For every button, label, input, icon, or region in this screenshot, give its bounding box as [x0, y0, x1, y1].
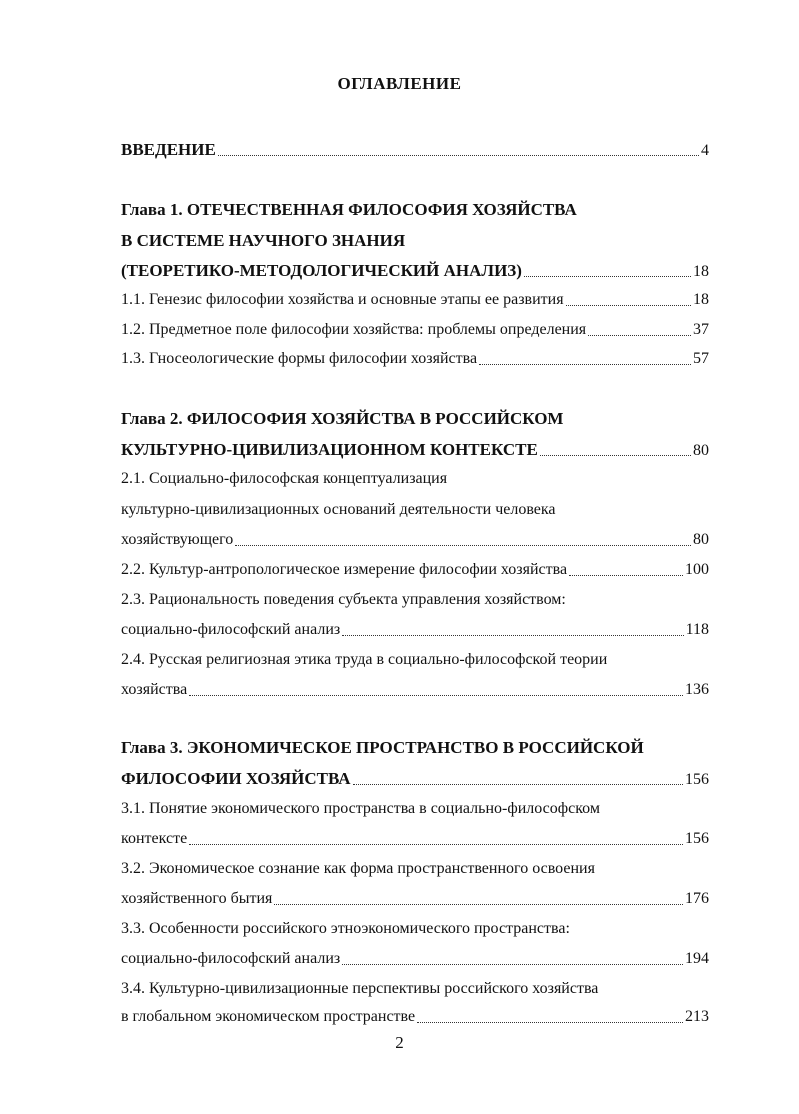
toc-entry-text: КУЛЬТУРНО-ЦИВИЛИЗАЦИОННОМ КОНТЕКСТЕ [121, 440, 538, 459]
toc-chapter-1-line-1 [121, 198, 709, 222]
toc-page-number: 18 [693, 291, 709, 308]
toc-entry-text: 3.4. Культурно-цивилизационные перспективы российского хозяйства [121, 980, 599, 997]
toc-entry-text: социально-философский анализ [121, 950, 341, 967]
toc-entry-text: культурно-цивилизационных оснований деятельности человека [121, 501, 556, 518]
toc-entry-text: 2.1. Социально-философская концептуализация [121, 470, 448, 487]
toc-entry-text: 1.1. Генезис философии хозяйства и основные этапы ее развития [121, 291, 564, 308]
toc-page-number: 18 [693, 263, 709, 280]
toc-entry-text: 1.2. Предметное поле философии хозяйства: проблемы определения [121, 321, 587, 338]
toc-section-3-4-line-1 [121, 977, 709, 1001]
toc-entry-text: хозяйствующего [121, 531, 234, 548]
toc-page-number: 176 [685, 890, 709, 907]
toc-page-number: 136 [685, 681, 709, 698]
dot-leader [189, 844, 683, 845]
toc-entry-text: 3.2. Экономическое сознание как форма пространственного освоения [121, 860, 595, 877]
toc-section-2-1-line-1 [121, 467, 709, 491]
toc-page-number: 118 [685, 621, 709, 638]
toc-section-2-3-line-1 [121, 588, 709, 612]
toc-section-3-1-line-2 [121, 827, 709, 851]
toc-entry-text: 2.3. Рациональность поведения субъекта управления хозяйством: [121, 591, 566, 608]
toc-entry-text: хозяйства [121, 681, 188, 698]
toc-entry-text: контексте [121, 830, 188, 847]
dot-leader [569, 575, 683, 576]
toc-section-3-4-line-2 [121, 1005, 709, 1029]
dot-leader [417, 1022, 683, 1023]
dot-leader [524, 276, 691, 277]
dot-leader [189, 695, 683, 696]
toc-page-number: 156 [685, 830, 709, 847]
toc-section-1-2 [121, 318, 709, 342]
toc-chapter-2-line-1 [121, 407, 709, 431]
toc-entry-text: 3.1. Понятие экономического пространства в социально-философском [121, 800, 600, 817]
toc-page-number: 80 [693, 442, 709, 459]
toc-section-1-3 [121, 347, 709, 371]
toc-page-number: 57 [693, 350, 709, 367]
toc-section-3-2-line-2 [121, 887, 709, 911]
toc-entry-text: ВВЕДЕНИЕ [121, 140, 216, 159]
dot-leader [566, 305, 691, 306]
toc-page-number: 156 [685, 771, 709, 788]
toc-entry-text: (ТЕОРЕТИКО-МЕТОДОЛОГИЧЕСКИЙ АНАЛИЗ) [121, 261, 522, 280]
toc-entry-text: Глава 3. ЭКОНОМИЧЕСКОЕ ПРОСТРАНСТВО В РОССИЙСКОЙ [121, 738, 644, 757]
toc-entry-text: В СИСТЕМЕ НАУЧНОГО ЗНАНИЯ [121, 231, 406, 250]
toc-entry-text: 2.4. Русская религиозная этика труда в социально-философской теории [121, 651, 608, 668]
toc-chapter-1-line-3 [121, 259, 709, 283]
page-number: 2 [395, 1033, 404, 1052]
dot-leader [588, 335, 691, 336]
toc-section-1-1 [121, 288, 709, 312]
toc-entry-text: 1.3. Гносеологические формы философии хозяйства [121, 350, 478, 367]
toc-chapter-3-line-1 [121, 736, 709, 760]
toc-section-2-3-line-2 [121, 618, 709, 642]
toc-section-3-2-line-1 [121, 857, 709, 881]
toc-section-2-4-line-2 [121, 678, 709, 702]
toc-page-number: 213 [685, 1008, 709, 1025]
toc-entry-text: Глава 1. ОТЕЧЕСТВЕННАЯ ФИЛОСОФИЯ ХОЗЯЙСТВА [121, 200, 577, 219]
toc-section-2-4-line-1 [121, 648, 709, 672]
dot-leader [342, 964, 683, 965]
toc-section-2-1-line-3 [121, 528, 709, 552]
toc-entry-intro [121, 138, 709, 162]
dot-leader [540, 455, 691, 456]
toc-page-number: 194 [685, 950, 709, 967]
toc-entry-text: хозяйственного бытия [121, 890, 273, 907]
dot-leader [479, 364, 691, 365]
dot-leader [342, 635, 683, 636]
toc-page-number: 80 [693, 531, 709, 548]
dot-leader [218, 155, 699, 156]
toc-section-3-3-line-1 [121, 917, 709, 941]
toc-chapter-2-line-2 [121, 438, 709, 462]
page-title: ОГЛАВЛЕНИЕ [337, 74, 462, 93]
toc-section-2-2 [121, 558, 709, 582]
toc-chapter-3-line-2 [121, 767, 709, 791]
toc-entry-text: Глава 2. ФИЛОСОФИЯ ХОЗЯЙСТВА В РОССИЙСКОМ [121, 409, 564, 428]
dot-leader [235, 545, 691, 546]
toc-page-number: 37 [693, 321, 709, 338]
dot-leader [353, 784, 683, 785]
toc-section-3-1-line-1 [121, 797, 709, 821]
dot-leader [274, 904, 683, 905]
toc-section-2-1-line-2 [121, 498, 709, 522]
toc-page-number: 4 [701, 142, 709, 159]
toc-chapter-1-line-2 [121, 229, 709, 253]
toc-entry-text: социально-философский анализ [121, 621, 341, 638]
toc-section-3-3-line-2 [121, 947, 709, 971]
toc-page-number: 100 [685, 561, 709, 578]
toc-entry-text: ФИЛОСОФИИ ХОЗЯЙСТВА [121, 769, 351, 788]
toc-entry-text: в глобальном экономическом пространстве [121, 1008, 416, 1025]
toc-entry-text: 3.3. Особенности российского этноэкономического пространства: [121, 920, 570, 937]
toc-entry-text: 2.2. Культур-антропологическое измерение философии хозяйства [121, 561, 568, 578]
